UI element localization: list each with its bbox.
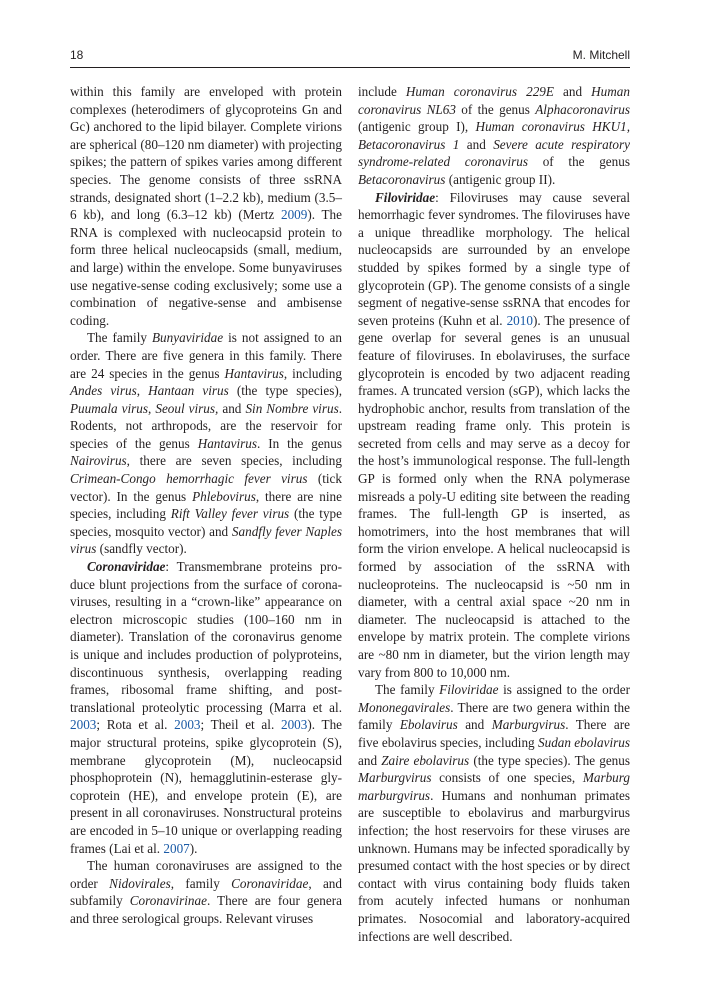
text-run: (the type species). The genus xyxy=(469,752,631,768)
italic-term: Seoul virus, xyxy=(155,400,219,416)
paragraph xyxy=(358,83,630,189)
text-run: and xyxy=(358,752,382,768)
text-run: , xyxy=(136,383,149,399)
italic-term: Betacoronavirus xyxy=(358,171,446,187)
italic-term: Alphacoronavirus xyxy=(535,101,630,117)
citation-year-link[interactable]: 2003 xyxy=(70,717,97,733)
italic-term: Andes virus xyxy=(70,383,137,399)
text-run: , and subfamily xyxy=(70,875,342,909)
italic-term: Ebolavirus xyxy=(399,717,458,733)
italic-term: Marburg marburgvirus xyxy=(358,770,630,803)
text-run: (sandfly vector). xyxy=(96,541,187,557)
text-run: (the type species), xyxy=(228,383,343,399)
text-run: , there are seven species, including xyxy=(126,453,342,469)
paragraph xyxy=(70,83,342,329)
italic-term: Nairovirus xyxy=(70,453,127,469)
text-run: , xyxy=(148,400,156,416)
text-run: and xyxy=(459,136,494,152)
citation-year-link[interactable]: 2009 xyxy=(280,207,308,223)
citation-year-link[interactable]: 2007 xyxy=(163,840,190,856)
italic-term: Nidovirales xyxy=(109,875,171,891)
text-run: (the type species, mosquito vector) and xyxy=(70,506,342,539)
citation-year-link[interactable]: 2003 xyxy=(174,717,201,733)
italic-term: Mononegavirales xyxy=(358,699,451,715)
italic-term: Sin Nombre virus xyxy=(245,400,339,416)
paragraph xyxy=(70,558,342,857)
italic-term: Marburgvirus xyxy=(491,717,566,733)
italic-term: Filoviridae xyxy=(439,682,499,698)
text-run: ). xyxy=(189,840,198,856)
text-run: . There are five ebolavirus species, including xyxy=(358,717,631,750)
italic-term: Puumala virus xyxy=(70,400,149,416)
text-run: ). The presence of gene overlap for several genes is an unusual feature of filoviruses. In ebolaviruses, the surface glycoprotein is encoded by two adjacent reading frames. A truncated version (sGP), which lacks the hydrophobic anchor, results from translation of the upstream reading frame only. This protein is secreted from cells and may serve as a decoy for the host’s immunological response. The full-length GP is formed only when the RNA polymerase misreads a poly-U editing site between the reading frames. The full-length GP is inserted, as homotrimers, into the host membranes that will form the virion envelope. A helical nucleocapsid is formed by association of the ssRNA with nucleoproteins. The nucleocapsid is ~50 nm in diameter, with a central axial space ~20 nm in diameter. The nucleocapsid is attached to the envelope by matrix protein. The complete virions are ~80 nm in diameter, but the virion length may vary from 800 to 10,000 nm. xyxy=(358,312,631,680)
italic-term: Marburgvirus xyxy=(358,770,432,786)
text-run: (antigenic group I), xyxy=(358,119,476,135)
section-heading: Coronaviridae xyxy=(87,559,166,575)
italic-term: Zaire ebolavirus xyxy=(381,752,470,768)
text-run: The human coronaviruses are assigned to the order xyxy=(70,858,342,891)
text-run: and xyxy=(218,400,246,416)
text-run: ). The major structural proteins, spike glycoprotein (S), membrane glycoprotein (M), nucleocapsid phosphoprotein (N), hemagglutinin-esterase glycoprotein (HE), and envelope protein (E), are present in all coronaviruses. Nonstructural proteins are encoded in 5–10 unique or overlapping reading frames (Lai et al. xyxy=(70,717,343,856)
italic-term: Hantavirus xyxy=(197,435,258,451)
text-run: (tick vector). In the genus xyxy=(70,471,342,504)
italic-term: Phlebovirus xyxy=(192,488,256,504)
text-run: is not assigned to an order. There are five genera in this family. There are 24 species in the genus xyxy=(70,330,342,381)
text-run: ; Theil et al. xyxy=(200,717,281,733)
left-column xyxy=(70,83,342,928)
text-run: of the genus xyxy=(455,101,536,117)
text-run: . Humans and nonhuman primates are susceptible to ebolavirus and marburgvirus infection; the host reservoirs for these viruses are unknown. Humans may be infected sporadically by presumed contact with the host species or by direct contact with virus containing body fluids taken from acutely infected humans or nonhuman primates. Nosocomial and laboratory-acquired infections are well described. xyxy=(358,787,630,944)
paragraph xyxy=(70,857,342,927)
italic-term: Hantaan virus xyxy=(148,383,229,399)
text-run: consists of one species, xyxy=(431,770,583,786)
italic-term: Sudan ebolavirus xyxy=(538,734,630,750)
italic-term: Hantavirus xyxy=(224,365,284,381)
italic-term: Sandfly fever Naples virus xyxy=(70,523,342,557)
text-run: of the genus xyxy=(528,154,630,170)
text-run: ). The RNA is complexed with nucleocapsid protein to form three helical nucleocapsids (small, medium, and large) within the envelope. Some bunyaviruses use negative-sense coding exclusively; some use a combination of negative-sense and ambisense coding. xyxy=(70,207,342,328)
paragraph xyxy=(70,329,342,558)
running-author: M. Mitchell xyxy=(572,48,630,62)
text-run: . Rodents, not arthropods, are the reservoir for species of the genus xyxy=(70,400,343,451)
right-column xyxy=(358,83,630,945)
text-run: : Transmembrane proteins produce blunt projections from the surface of coronaviruses, resulting in a “crown-like” appearance on electron microscopic studies (100–160 nm in diameter). Translation of the coronavirus genome is unique and includes production of polyproteins, discontinuous synthesis, overlapping reading frames, ribosomal frame shifting, and post-translational proteolytic processing (Marra et al. xyxy=(70,559,342,715)
text-run: within this family are enveloped with protein complexes (heterodimers of glycoproteins Gn and Gc) anchored to the lipid bilayer. Complete virions are spherical (80–120 nm diameter) with projecting spikes; the pattern of spikes varies among different species. The genome consists of three ssRNA strands, designated short (1–2.2 kb), medium (3.5–6 kb), and long (6.3–12 kb) (Mertz xyxy=(70,84,342,223)
text-run: include xyxy=(358,84,406,99)
text-run: is assigned to the order xyxy=(498,682,631,698)
running-header xyxy=(70,48,630,66)
italic-term: Rift Valley fever virus xyxy=(170,506,290,522)
text-run: : Filoviruses may cause several hemorrhagic fever syndromes. The filoviruses have a unique threadlike morphology. The helical nucleocapsids are surrounded by an envelope studded by spikes formed by a single type of glycoprotein (GP). The genome consists of a single segment of negative-sense ssRNA that encodes for seven proteins (Kuhn et al. xyxy=(358,189,630,328)
italic-term: Human coronavirus 229E xyxy=(405,84,554,99)
paragraph xyxy=(358,681,630,945)
paragraph xyxy=(358,189,630,682)
italic-term: Crimean-Congo hemorrhagic fever virus xyxy=(70,471,308,487)
text-run: . There are four genera and three serological groups. Relevant viruses xyxy=(70,893,343,926)
text-run: , there are nine species, including xyxy=(70,488,342,522)
italic-term: Coronavirinae xyxy=(129,893,207,909)
page-number: 18 xyxy=(70,48,84,62)
text-run: , including xyxy=(283,365,342,381)
section-heading: Filoviridae xyxy=(375,189,436,205)
text-run: and xyxy=(553,84,592,99)
text-run: , family xyxy=(170,875,232,891)
text-run: ; Rota et al. xyxy=(96,717,175,733)
text-run: . In the genus xyxy=(257,435,342,451)
text-run: . There are two genera within the family xyxy=(358,699,630,733)
italic-term: Coronaviridae xyxy=(231,875,309,891)
text-run: The family xyxy=(375,682,440,698)
header-rule xyxy=(70,67,630,68)
text-run: and xyxy=(457,717,492,733)
italic-term: Human coronavirus HKU1, Betacoronavirus 1 xyxy=(358,119,630,152)
italic-term: Human coronavirus NL63 xyxy=(358,84,630,117)
italic-term: Bunyaviridae xyxy=(152,330,224,346)
text-run: The family xyxy=(87,330,152,346)
citation-year-link[interactable]: 2010 xyxy=(506,312,533,328)
citation-year-link[interactable]: 2003 xyxy=(280,717,308,733)
italic-term: Severe acute respiratory syndrome-related coronavirus xyxy=(358,136,630,170)
text-run: (antigenic group II). xyxy=(445,171,556,187)
